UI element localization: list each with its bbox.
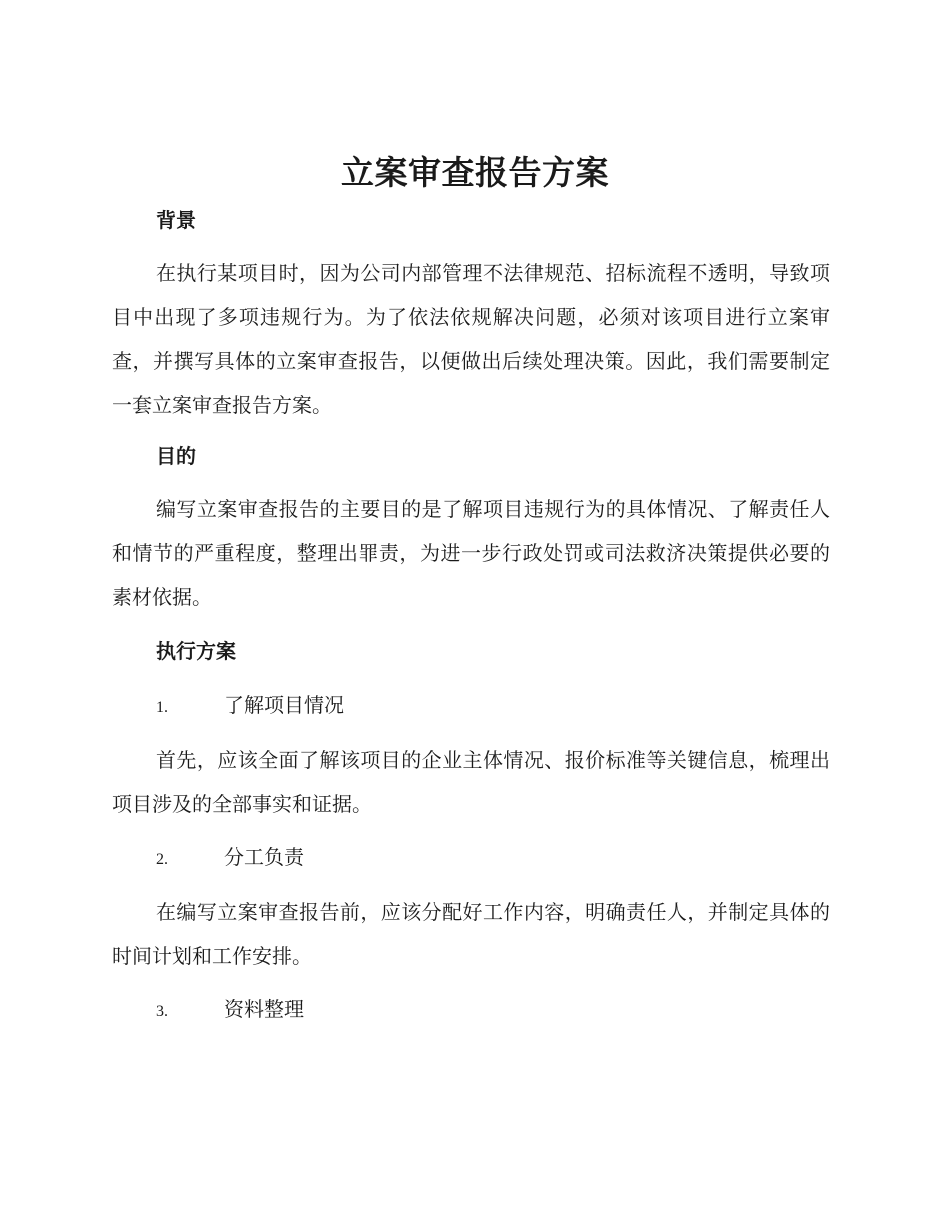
list-item-paragraph: 首先，应该全面了解该项目的企业主体情况、报价标准等关键信息，梳理出项目涉及的全部事实和证据。 [112,748,830,816]
list-item-number: 3. [156,1003,168,1020]
list-item-title: 了解项目情况 [224,693,344,717]
list-item [156,691,656,722]
purpose-paragraph: 编写立案审查报告的主要目的是了解项目违规行为的具体情况、了解责任人和情节的严重程度，整理出罪责，为进一步行政处罚或司法救济决策提供必要的素材依据。 [112,497,830,609]
list-item [156,995,656,1026]
list-item [156,843,656,874]
section-heading-background: 背景 [156,208,196,232]
list-item-title: 资料整理 [224,997,304,1021]
list-item-paragraph: 在编写立案审查报告前，应该分配好工作内容，明确责任人，并制定具体的时间计划和工作安排。 [112,900,830,968]
list-item-number: 2. [156,851,168,868]
section-heading-plan: 执行方案 [156,639,236,663]
background-paragraph: 在执行某项目时，因为公司内部管理不法律规范、招标流程不透明，导致项目中出现了多项违规行为。为了依法依规解决问题，必须对该项目进行立案审查，并撰写具体的立案审查报告，以便做出后续处理决策。因此，我们需要制定一套立案审查报告方案。 [112,261,830,417]
document-title: 立案审查报告方案 [341,153,609,192]
list-item-number: 1. [156,699,168,716]
list-item-title: 分工负责 [224,845,304,869]
section-heading-purpose: 目的 [156,444,196,468]
